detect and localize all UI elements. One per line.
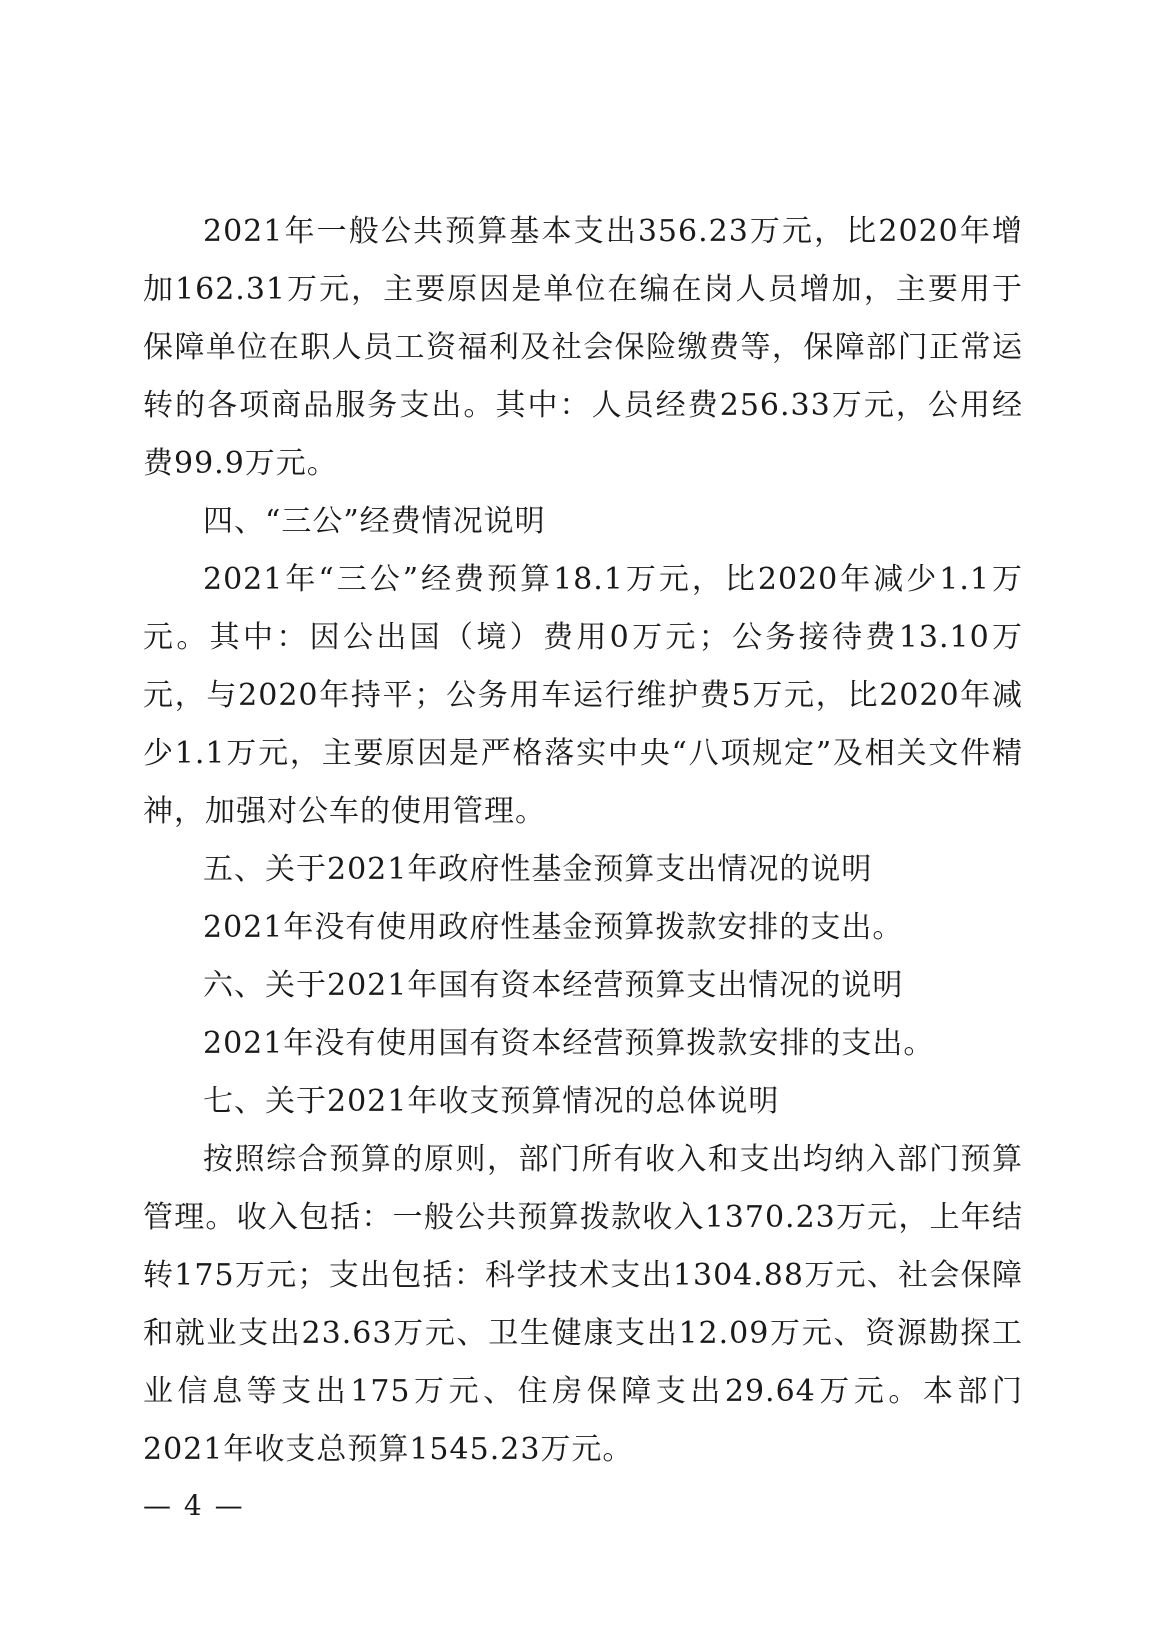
- heading-overall-budget: 七、关于2021年收支预算情况的总体说明: [203, 1084, 780, 1119]
- paragraph-overall-budget: 按照综合预算的原则，部门所有收入和支出均纳入部门预算管理。收入包括：一般公共预算拨款收入1370.23万元，上年结转175万元；支出包括：科学技术支出1304.88万元、社会保障和就业支出23.63万元、卫生健康支出12.09万元、资源勘探工业信息等支出175万元、住房保障支出29.64万元。本部门2021年收支总预算1545.23万元。: [143, 1142, 1023, 1467]
- page-number: — 4 —: [143, 1489, 245, 1522]
- paragraph-government-fund-budget: 2021年没有使用政府性基金预算拨款安排的支出。: [203, 910, 904, 945]
- heading-government-fund-budget: 五、关于2021年政府性基金预算支出情况的说明: [203, 852, 873, 887]
- document-body: [143, 203, 1023, 1479]
- paragraph-three-public-expenses: 2021年“三公”经费预算18.1万元，比2020年减少1.1万元。其中：因公出国（境）费用0万元；公务接待费13.10万元，与2020年持平；公务用车运行维护费5万元，比2020年减少1.1万元，主要原因是严格落实中央“八项规定”及相关文件精神，加强对公车的使用管理。: [143, 562, 1023, 829]
- heading-three-public-expenses: 四、“三公”经费情况说明: [203, 504, 546, 539]
- paragraph-basic-expenditure: 2021年一般公共预算基本支出356.23万元，比2020年增加162.31万元，主要原因是单位在编在岗人员增加，主要用于保障单位在职人员工资福利及社会保险缴费等，保障部门正常运转的各项商品服务支出。其中：人员经费256.33万元，公用经费99.9万元。: [143, 214, 1023, 481]
- heading-state-capital-budget: 六、关于2021年国有资本经营预算支出情况的说明: [203, 968, 904, 1003]
- paragraph-state-capital-budget: 2021年没有使用国有资本经营预算拨款安排的支出。: [203, 1026, 935, 1061]
